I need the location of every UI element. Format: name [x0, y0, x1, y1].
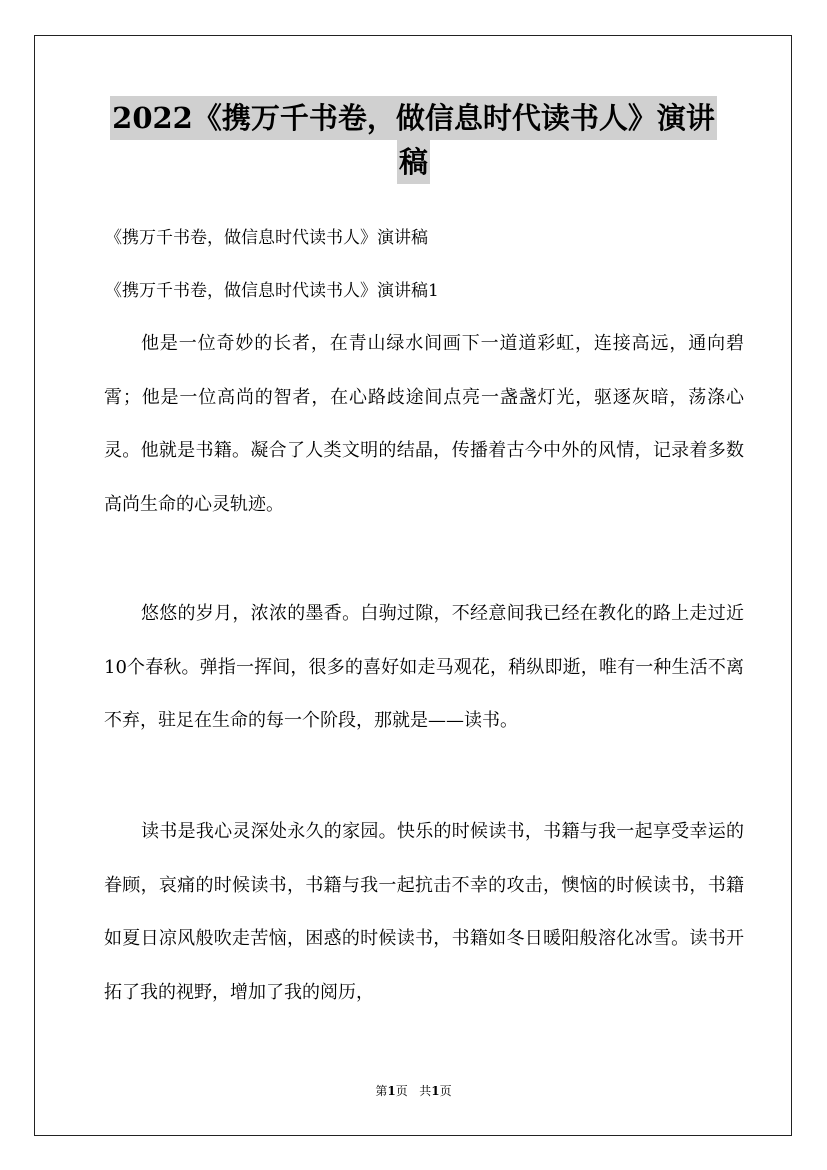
footer-total-suffix: 页: [439, 1084, 452, 1098]
subtitle-2: 《携万千书卷，做信息时代读书人》演讲稿1: [105, 281, 439, 301]
footer-page-prefix: 第: [375, 1084, 388, 1098]
paragraph-3: 读书是我心灵深处永久的家园。快乐的时候读书，书籍与我一起享受幸运的眷顾，哀痛的时候读书，书籍与我一起抗击不幸的攻击，懊恼的时候读书，书籍如夏日凉风般吹走苦恼，困惑的时候读书，书籍如冬日暖阳般溶化冰雪。读书开拓了我的视野，增加了我的阅历，: [104, 821, 744, 1003]
footer-total-prefix: 共: [419, 1084, 432, 1098]
document-title: [0, 96, 827, 184]
title-line-1: 2022《携万千书卷，做信息时代读书人》演讲: [110, 96, 717, 140]
footer-total-number: 1: [431, 1084, 440, 1098]
page-footer: [0, 1083, 827, 1099]
footer-page-number: 1: [387, 1084, 396, 1098]
paragraph-1: 他是一位奇妙的长者，在青山绿水间画下一道道彩虹，连接高远，通向碧霄；他是一位高尚的智者，在心路歧途间点亮一盏盏灯光，驱逐灰暗，荡涤心灵。他就是书籍。凝合了人类文明的结晶，传播着古今中外的风情，记录着多数高尚生命的心灵轨迹。: [104, 333, 744, 515]
footer-page-suffix: 页: [395, 1084, 408, 1098]
paragraph-2: 悠悠的岁月，浓浓的墨香。白驹过隙，不经意间我已经在教化的路上走过近10个春秋。弹指一挥间，很多的喜好如走马观花，稍纵即逝，唯有一种生活不离不弃，驻足在生命的每一个阶段，那就是——读书。: [104, 603, 744, 731]
subtitle-1: 《携万千书卷，做信息时代读书人》演讲稿: [105, 228, 428, 248]
title-line-2: 稿: [397, 140, 430, 184]
